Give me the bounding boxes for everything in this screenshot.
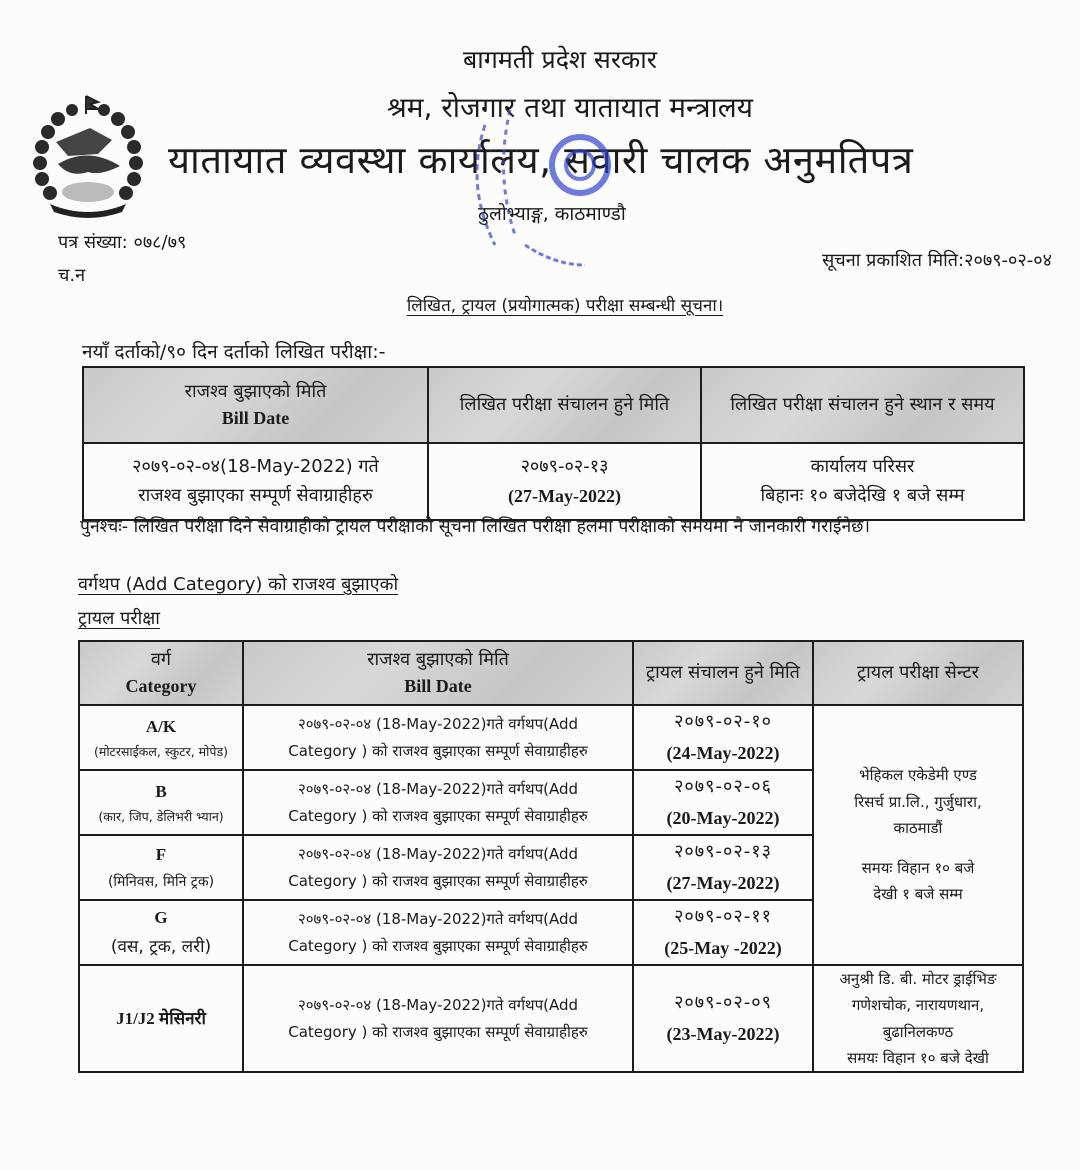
trial-center-cell [813,705,1023,965]
bill-date-line: Category ) को राजश्व बुझाएका सम्पूर्ण सेवाग्राहीहरु [288,1022,588,1041]
trial-date-en: (23-May-2022) [666,1023,780,1044]
trial-date-en: (25-May -2022) [664,937,782,958]
province-government-heading: बागमती प्रदेश सरकार [463,45,657,74]
column-header-np: राजश्व बुझाएको मिति [367,648,509,670]
table-row [79,705,1023,770]
bill-date-line: २०७९-०२-०४ (18-May-2022)गते वर्गथप(Add [297,715,579,734]
exam-date-np: २०७९-०२-१३ [520,455,609,477]
office-heading: यातायात व्यवस्था कार्यालय, सवारी चालक अनुमतिपत्र [168,138,914,182]
bill-date-line: २०७९-०२-०४(18-May-2022) गते [132,455,379,477]
bill-date-line: २०७९-०२-०४ (18-May-2022)गते वर्गथप(Add [297,910,579,929]
category-code: J1/J2 मेसिनरी [116,1008,206,1028]
exam-time: बिहानः १० बजेदेखि १ बजे सम्म [760,484,965,506]
category-cell [79,705,243,770]
category-description: (वस, ट्रक, लरी) [110,936,212,957]
center-name-line: अनुश्री डि. बी. मोटर ड्राईभिङ [839,970,997,988]
bill-date-line: Category ) को राजश्व बुझाएका सम्पूर्ण सेवाग्राहीहरु [288,806,588,825]
written-exam-table [82,366,1025,521]
trial-date-cell [633,705,813,770]
office-stamp-icon [455,95,630,275]
bill-date-cell [243,770,633,835]
ministry-heading: श्रम, रोजगार तथा यातायात मन्त्रालय [386,91,754,124]
category-cell [79,770,243,835]
publish-date: सूचना प्रकाशित मिति:२०७९-०२-०४ [822,250,1052,271]
bill-date-cell [243,900,633,965]
bill-date-line: राजश्व बुझाएका सम्पूर्ण सेवाग्राहीहरु [138,484,373,506]
table-row [79,965,1023,1072]
trial-date-cell [633,835,813,900]
bill-date-cell [243,835,633,900]
category-code: A/K [145,716,177,736]
trial-center-cell [813,965,1023,1072]
category-code: B [155,781,167,801]
trial-date-cell [633,965,813,1072]
category-cell [79,900,243,965]
bill-date-line: Category ) को राजश्व बुझाएका सम्पूर्ण सेवाग्राहीहरु [288,871,588,890]
column-header-bill-date [243,641,633,705]
bill-date-line: Category ) को राजश्व बुझाएका सम्पूर्ण सेवाग्राहीहरु [288,936,588,955]
bill-date-line: २०७९-०२-०४ (18-May-2022)गते वर्गथप(Add [297,996,579,1015]
written-exam-heading: नयाँ दर्ताको/९० दिन दर्ताको लिखित परीक्षा:- [82,341,386,363]
center-time-line: देखी १ बजे सम्म [873,885,963,904]
category-description: (मिनिवस, मिनि ट्रक) [107,874,215,891]
bill-date-cell [243,705,633,770]
center-time-line: समयः विहान १० बजे [861,859,975,878]
trial-date-np: २०७९-०२-११ [674,906,772,927]
trial-date-np: २०७९-०२-१० [674,711,772,732]
table-row [83,443,1024,520]
trial-exam-heading: ट्रायल परीक्षा [78,608,160,629]
venue: कार्यालय परिसर [810,455,915,477]
category-description: (कार, जिप, डेलिभरी भ्यान) [98,809,224,825]
center-name-line: बुढानिलकण्ठ [882,1022,954,1041]
trial-date-np: २०७९-०२-०६ [674,776,772,797]
column-header-np: वर्ग [150,648,172,670]
column-header-bill-date [83,367,428,443]
category-code: G [154,907,168,927]
letter-number: पत्र संख्या: ०७८/७९ [58,232,187,253]
bill-date-cell [243,965,633,1072]
center-name-line: गणेशचोक, नारायणथान, [851,996,985,1015]
exam-date-en: (27-May-2022) [508,485,621,506]
table-header-row [83,367,1024,443]
dispatch-number: च.न [58,265,86,286]
column-header-category [79,641,243,705]
postscript-note: पुनश्चः- लिखित परीक्षा दिने सेवाग्राहीको ट्रायल परीक्षाको सूचना लिखित परीक्षा हलमा परीक्षाको समयमा नै जानकारी गराईनेछ। [80,517,871,537]
table-header-row [79,641,1023,705]
center-name-line: काठमाडौं [893,818,943,837]
bill-date-line: २०७९-०२-०४ (18-May-2022)गते वर्गथप(Add [297,845,579,864]
trial-date-en: (24-May-2022) [666,742,780,763]
column-header-trial-date: ट्रायल संचालन हुने मिति [633,641,813,705]
center-name-line: भेहिकल एकेडेमी एण्ड [859,766,977,785]
trial-date-en: (27-May-2022) [666,872,780,893]
category-cell [79,965,243,1072]
category-cell [79,835,243,900]
trial-date-cell [633,770,813,835]
trial-exam-table [78,640,1024,1073]
column-header-np: राजश्व बुझाएको मिति [184,380,327,402]
notice-title [0,293,1080,316]
add-category-heading: वर्गथप (Add Category) को राजश्व बुझाएको [78,574,399,595]
office-address: ठुलोभ्याङ्ग, काठमाण्डौ [478,203,626,225]
notice-title-text: लिखित, ट्रायल (प्रयोगात्मक) परीक्षा सम्बन्धी सूचना। [406,296,724,316]
trial-date-en: (20-May-2022) [666,807,780,828]
column-header-venue-time: लिखित परीक्षा संचालन हुने स्थान र समय [701,367,1024,443]
trial-date-np: २०७९-०२-०९ [674,992,772,1013]
category-code: F [155,845,167,865]
column-header-en: Bill Date [221,408,290,428]
trial-date-cell [633,900,813,965]
exam-date-cell [428,443,701,520]
center-name-line: रिसर्च प्रा.लि., गुर्जुधारा, [854,792,982,811]
column-header-exam-date: लिखित परीक्षा संचालन हुने मिति [428,367,701,443]
category-description: (मोटरसाईकल, स्कुटर, मोपेड) [93,744,229,760]
column-header-en: Bill Date [404,676,472,696]
column-header-en: Category [125,676,197,696]
center-time-line: समयः विहान १० बजे देखी [847,1048,989,1067]
bill-date-line: Category ) को राजश्व बुझाएका सम्पूर्ण सेवाग्राहीहरु [288,741,588,760]
trial-date-np: २०७९-०२-१३ [674,841,772,862]
bill-date-cell [83,443,428,520]
bill-date-line: २०७९-०२-०४ (18-May-2022)गते वर्गथप(Add [297,780,579,799]
venue-time-cell [701,443,1024,520]
column-header-trial-center: ट्रायल परीक्षा सेन्टर [813,641,1023,705]
